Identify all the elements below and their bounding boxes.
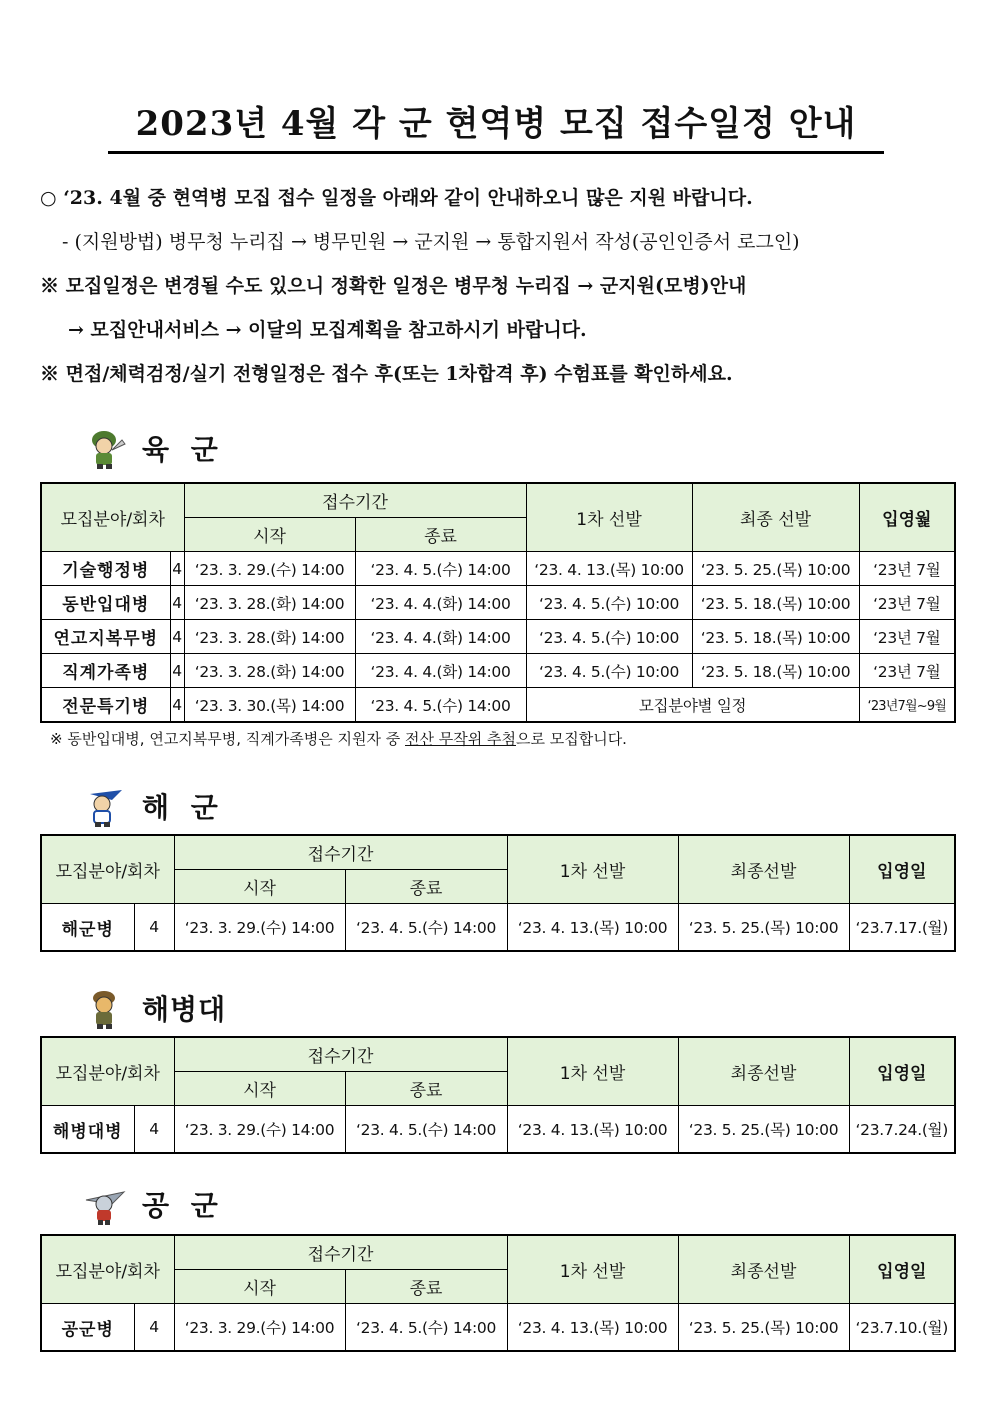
navy-schedule-table	[40, 834, 956, 952]
row-end: ‘23. 4. 5.(수) 14:00	[345, 1106, 507, 1154]
navy-label: 해 군	[142, 791, 224, 824]
row-first: ‘23. 4. 13.(목) 10:00	[507, 904, 678, 952]
row-enlist: ‘23년 7월	[859, 654, 955, 688]
row-round: 4	[170, 688, 184, 723]
row-round: 4	[170, 552, 184, 586]
header-period: 접수기간	[174, 1037, 507, 1072]
header-final: 최종선발	[678, 1235, 849, 1304]
row-end: ‘23. 4. 5.(수) 14:00	[345, 904, 507, 952]
row-start: ‘23. 3. 28.(화) 14:00	[184, 654, 355, 688]
navy-mascot-icon	[82, 784, 128, 828]
header-end: 종료	[345, 870, 507, 904]
row-start: ‘23. 3. 29.(수) 14:00	[184, 552, 355, 586]
row-first: ‘23. 4. 5.(수) 10:00	[526, 586, 692, 620]
row-start: ‘23. 3. 29.(수) 14:00	[174, 1106, 345, 1154]
page-title: 2023년 4월 각 군 현역병 모집 접수일정 안내	[0, 96, 992, 154]
header-final: 최종선발	[678, 1037, 849, 1106]
header-first: 1차 선발	[526, 483, 692, 552]
row-final: ‘23. 5. 25.(목) 10:00	[692, 552, 859, 586]
row-enlist: ‘23년 7월	[859, 620, 955, 654]
notice-line: → 모집안내서비스 → 이달의 모집계획을 참고하시기 바랍니다.	[68, 319, 587, 341]
army-section-header	[82, 426, 224, 470]
header-start: 시작	[184, 518, 355, 552]
header-field: 모집분야/회차	[41, 1037, 174, 1106]
army-label: 육 군	[142, 433, 224, 466]
row-name: 직계가족병	[41, 654, 170, 688]
header-first: 1차 선발	[507, 1235, 678, 1304]
row-end: ‘23. 4. 5.(수) 14:00	[355, 552, 526, 586]
row-start: ‘23. 3. 28.(화) 14:00	[184, 586, 355, 620]
airforce-mascot-icon	[82, 1182, 128, 1226]
table-row	[41, 654, 955, 688]
row-name: 동반입대병	[41, 586, 170, 620]
row-enlist: ‘23.7.17.(월)	[849, 904, 955, 952]
marine-schedule-table	[40, 1036, 956, 1154]
airforce-section-header	[82, 1182, 224, 1226]
header-first: 1차 선발	[507, 835, 678, 904]
row-round: 4	[134, 1304, 174, 1352]
army-mascot-icon	[82, 426, 128, 470]
row-round: 4	[134, 1106, 174, 1154]
header-enlist: 입영일	[849, 835, 955, 904]
row-round: 4	[170, 586, 184, 620]
footnote-text: 으로 모집합니다.	[515, 730, 627, 748]
notice-line: ○ ‘23. 4월 중 현역병 모집 접수 일정을 아래와 같이 안내하오니 많은 지원 바랍니다.	[40, 187, 753, 209]
row-final: ‘23. 5. 18.(목) 10:00	[692, 586, 859, 620]
header-enlist: 입영웙	[859, 483, 955, 552]
table-row	[41, 552, 955, 586]
row-first: ‘23. 4. 13.(목) 10:00	[507, 1304, 678, 1352]
table-row	[41, 688, 955, 723]
header-end: 종료	[355, 518, 526, 552]
row-final: ‘23. 5. 25.(목) 10:00	[678, 1106, 849, 1154]
row-first: ‘23. 4. 5.(수) 10:00	[526, 620, 692, 654]
row-name: 해병대병	[41, 1106, 134, 1154]
header-enlist: 입영일	[849, 1235, 955, 1304]
row-final: ‘23. 5. 25.(목) 10:00	[678, 904, 849, 952]
table-row	[41, 620, 955, 654]
table-row	[41, 1106, 955, 1154]
row-name: 공군병	[41, 1304, 134, 1352]
marine-label: 해병대	[142, 993, 227, 1026]
header-final: 최종 선발	[692, 483, 859, 552]
row-first: ‘23. 4. 5.(수) 10:00	[526, 654, 692, 688]
header-start: 시작	[174, 1270, 345, 1304]
row-enlist: ‘23.7.10.(월)	[849, 1304, 955, 1352]
row-name: 해군병	[41, 904, 134, 952]
header-period: 접수기간	[174, 835, 507, 870]
row-end: ‘23. 4. 5.(수) 14:00	[345, 1304, 507, 1352]
marine-mascot-icon	[82, 986, 128, 1030]
table-row	[41, 1304, 955, 1352]
notice-line: ※ 면접/체력검정/실기 전형일정은 접수 후(또는 1차합격 후) 수험표를 확인하세요.	[40, 363, 733, 385]
header-first: 1차 선발	[507, 1037, 678, 1106]
row-first: ‘23. 4. 13.(목) 10:00	[507, 1106, 678, 1154]
row-start: ‘23. 3. 28.(화) 14:00	[184, 620, 355, 654]
row-final: ‘23. 5. 25.(목) 10:00	[678, 1304, 849, 1352]
notice-line: - (지원방법) 병무청 누리집 → 병무민원 → 군지원 → 통합지원서 작성(공인인증서 로그인)	[62, 231, 800, 253]
notice-line: ※ 모집일정은 변경될 수도 있으니 정확한 일정은 병무청 누리집 → 군지원(모병)안내	[40, 275, 747, 297]
header-start: 시작	[174, 870, 345, 904]
row-round: 4	[134, 904, 174, 952]
header-field: 모집분야/회차	[41, 1235, 174, 1304]
row-end: ‘23. 4. 4.(화) 14:00	[355, 654, 526, 688]
row-name: 기술행정병	[41, 552, 170, 586]
row-round: 4	[170, 654, 184, 688]
table-row	[41, 904, 955, 952]
footnote-underlined: 전산 무작위 추첨	[405, 730, 516, 748]
row-final: ‘23. 5. 18.(목) 10:00	[692, 654, 859, 688]
row-merged-schedule: 모집분야별 일정	[526, 688, 859, 723]
navy-section-header	[82, 784, 224, 828]
marine-section-header	[82, 986, 226, 1030]
header-period: 접수기간	[184, 483, 526, 518]
row-enlist: ‘23년7월~9월	[859, 688, 955, 723]
table-row	[41, 586, 955, 620]
row-end: ‘23. 4. 5.(수) 14:00	[355, 688, 526, 723]
row-name: 전문특기병	[41, 688, 170, 723]
row-end: ‘23. 4. 4.(화) 14:00	[355, 586, 526, 620]
airforce-label: 공 군	[142, 1189, 224, 1222]
header-period: 접수기간	[174, 1235, 507, 1270]
row-round: 4	[170, 620, 184, 654]
header-field: 모집분야/회차	[41, 835, 174, 904]
footnote-text: ※ 동반입대병, 연고지복무병, 직계가족병은 지원자 중	[50, 730, 406, 748]
army-footnote	[50, 728, 627, 749]
header-enlist: 입영일	[849, 1037, 955, 1106]
row-enlist: ‘23년 7월	[859, 552, 955, 586]
row-name: 연고지복무병	[41, 620, 170, 654]
row-first: ‘23. 4. 13.(목) 10:00	[526, 552, 692, 586]
header-start: 시작	[174, 1072, 345, 1106]
notice-list	[40, 176, 960, 396]
header-end: 종료	[345, 1270, 507, 1304]
airforce-schedule-table	[40, 1234, 956, 1352]
row-final: ‘23. 5. 18.(목) 10:00	[692, 620, 859, 654]
header-field: 모집분야/회차	[41, 483, 184, 552]
row-start: ‘23. 3. 30.(목) 14:00	[184, 688, 355, 723]
row-end: ‘23. 4. 4.(화) 14:00	[355, 620, 526, 654]
row-enlist: ‘23년 7월	[859, 586, 955, 620]
header-final: 최종선발	[678, 835, 849, 904]
row-start: ‘23. 3. 29.(수) 14:00	[174, 904, 345, 952]
row-start: ‘23. 3. 29.(수) 14:00	[174, 1304, 345, 1352]
army-schedule-table	[40, 482, 956, 723]
header-end: 종료	[345, 1072, 507, 1106]
row-enlist: ‘23.7.24.(월)	[849, 1106, 955, 1154]
